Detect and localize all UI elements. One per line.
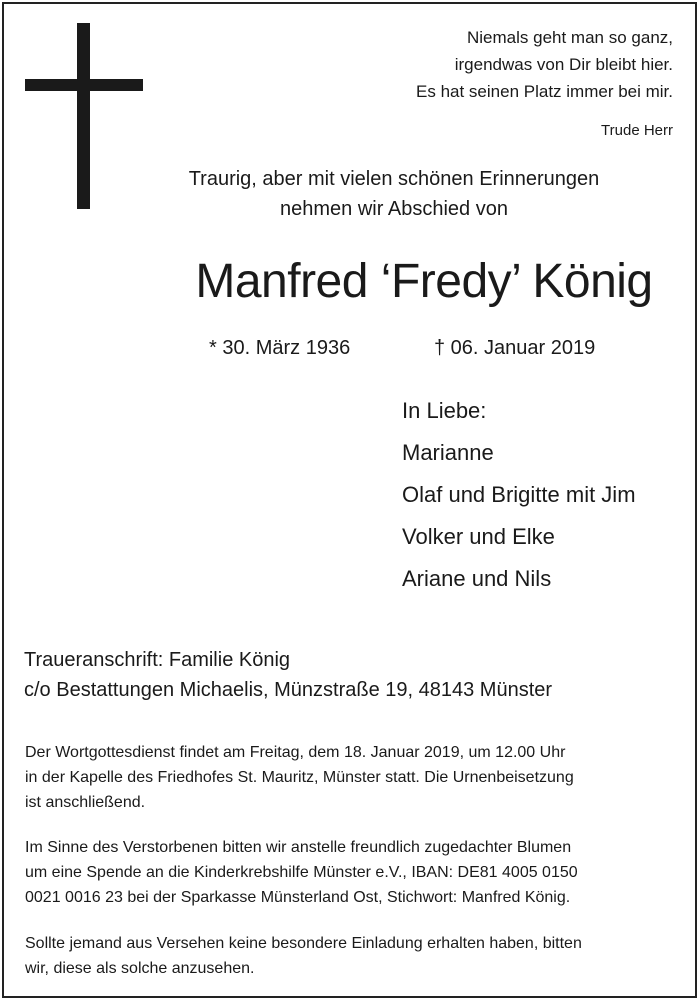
mourners-list <box>402 390 636 600</box>
mourner-name: Volker und Elke <box>402 524 555 549</box>
mourning-address <box>24 645 552 705</box>
quote <box>416 24 673 105</box>
service-paragraph <box>25 740 680 815</box>
intro-text <box>154 164 634 224</box>
paragraph-line: Sollte jemand aus Versehen keine besondere Einladung erhalten haben, bitten <box>25 935 582 952</box>
obituary-notice <box>2 2 697 998</box>
mourner-name: Marianne <box>402 440 494 465</box>
paragraph-line: um eine Spende an die Kinderkrebshilfe Münster e.V., IBAN: DE81 4005 0150 <box>25 864 578 881</box>
mourner-name: Ariane und Nils <box>402 566 552 591</box>
intro-line: nehmen wir Abschied von <box>280 198 508 220</box>
paragraph-line: ist anschließend. <box>25 794 146 811</box>
paragraph-line: wir, diese als solche anzusehen. <box>25 960 255 977</box>
quote-line: Es hat seinen Platz immer bei mir. <box>416 82 673 101</box>
cross-icon <box>25 23 143 209</box>
birth-date: * 30. März 1936 <box>209 337 351 359</box>
mourner-name: Olaf und Brigitte mit Jim <box>402 482 636 507</box>
address-line: Traueranschrift: Familie König <box>24 649 291 671</box>
intro-line: Traurig, aber mit vielen schönen Erinnerungen <box>188 168 600 190</box>
deceased-name: Manfred ‘Fredy’ König <box>195 255 653 308</box>
quote-author: Trude Herr <box>601 122 673 139</box>
death-date: † 06. Januar 2019 <box>434 337 596 359</box>
invitation-paragraph <box>25 931 680 981</box>
paragraph-line: Im Sinne des Verstorbenen bitten wir anstelle freundlich zugedachter Blumen <box>25 839 572 856</box>
mourners-heading: In Liebe: <box>402 398 487 423</box>
quote-line: irgendwas von Dir bleibt hier. <box>454 55 673 74</box>
paragraph-line: 0021 0016 23 bei der Sparkasse Münsterland Ost, Stichwort: Manfred König. <box>25 889 571 906</box>
paragraph-line: Der Wortgottesdienst findet am Freitag, dem 18. Januar 2019, um 12.00 Uhr <box>25 744 566 761</box>
address-line: c/o Bestattungen Michaelis, Münzstraße 19, 48143 Münster <box>24 679 553 701</box>
donation-paragraph <box>25 835 680 910</box>
paragraph-line: in der Kapelle des Friedhofes St. Mauritz, Münster statt. Die Urnenbeisetzung <box>25 769 574 786</box>
quote-line: Niemals geht man so ganz, <box>467 28 673 47</box>
